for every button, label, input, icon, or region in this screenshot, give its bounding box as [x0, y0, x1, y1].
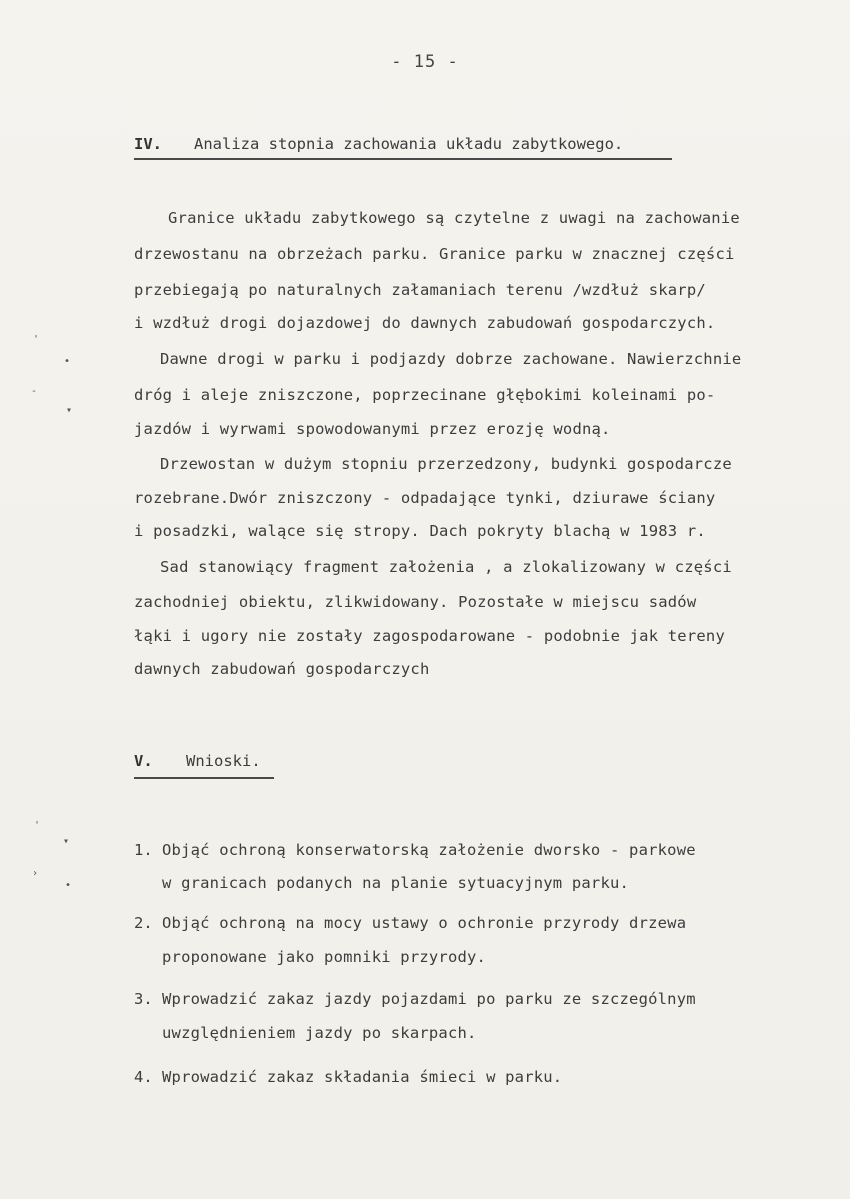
scan-mark: ▾ — [66, 405, 73, 416]
section-iv-heading — [134, 135, 623, 153]
body-line: łąki i ugory nie zostały zagospodarowane - podobnie jak tereny — [134, 627, 725, 645]
section-v-heading — [134, 752, 261, 770]
body-line: i wzdłuż drogi dojazdowej do dawnych zabudowań gospodarczych. — [134, 314, 716, 332]
body-line: rozebrane.Dwór zniszczony - odpadające tynki, dziurawe ściany — [134, 489, 716, 507]
body-line: drzewostanu na obrzeżach parku. Granice parku w znacznej części — [134, 245, 735, 263]
body-line: dróg i aleje zniszczone, poprzecinane głębokimi koleinami po- — [134, 386, 716, 404]
conclusion-line: Objąć ochroną konserwatorską założenie dworsko - parkowe — [162, 841, 696, 859]
body-line: jazdów i wyrwami spowodowanymi przez erozję wodną. — [134, 420, 611, 438]
scan-mark: • — [64, 356, 71, 367]
body-line: Sad stanowiący fragment założenia , a zlokalizowany w części — [160, 558, 732, 576]
conclusion-number: 4. — [134, 1068, 153, 1086]
section-iv-underline — [134, 158, 672, 160]
scan-mark: ▾ — [63, 836, 70, 847]
conclusion-number: 2. — [134, 914, 153, 932]
scan-mark: › — [32, 868, 39, 879]
scan-mark: ' — [33, 334, 40, 345]
conclusion-line: proponowane jako pomniki przyrody. — [162, 948, 487, 966]
body-line: Granice układu zabytkowego są czytelne z uwagi na zachowanie — [168, 209, 740, 227]
conclusion-line: uwzględnieniem jazdy po skarpach. — [162, 1024, 477, 1042]
section-v-title: Wnioski. — [186, 752, 261, 770]
body-line: Drzewostan w dużym stopniu przerzedzony, budynki gospodarcze — [160, 455, 732, 473]
scan-mark: ' — [34, 820, 41, 831]
section-v-underline — [134, 777, 274, 779]
scan-mark: • — [65, 880, 72, 891]
scan-mark: - — [31, 386, 38, 397]
conclusion-line: w granicach podanych na planie sytuacyjnym parku. — [162, 874, 630, 892]
conclusion-number: 1. — [134, 841, 153, 859]
conclusion-line: Wprowadzić zakaz jazdy pojazdami po parku ze szczególnym — [162, 990, 696, 1008]
conclusion-number: 3. — [134, 990, 153, 1008]
section-iv-title: Analiza stopnia zachowania układu zabytkowego. — [194, 135, 624, 153]
body-line: Dawne drogi w parku i podjazdy dobrze zachowane. Nawierzchnie — [160, 350, 742, 368]
conclusion-line: Wprowadzić zakaz składania śmieci w parku. — [162, 1068, 563, 1086]
page-number: - 15 - — [391, 52, 459, 72]
section-iv-number: IV. — [134, 135, 162, 153]
body-line: zachodniej obiektu, zlikwidowany. Pozostałe w miejscu sadów — [134, 593, 697, 611]
body-line: przebiegają po naturalnych załamaniach terenu /wzdłuż skarp/ — [134, 281, 706, 299]
body-line: dawnych zabudowań gospodarczych — [134, 660, 430, 678]
section-v-number: V. — [134, 752, 153, 770]
conclusion-line: Objąć ochroną na mocy ustawy o ochronie przyrody drzewa — [162, 914, 687, 932]
body-line: i posadzki, walące się stropy. Dach pokryty blachą w 1983 r. — [134, 522, 706, 540]
